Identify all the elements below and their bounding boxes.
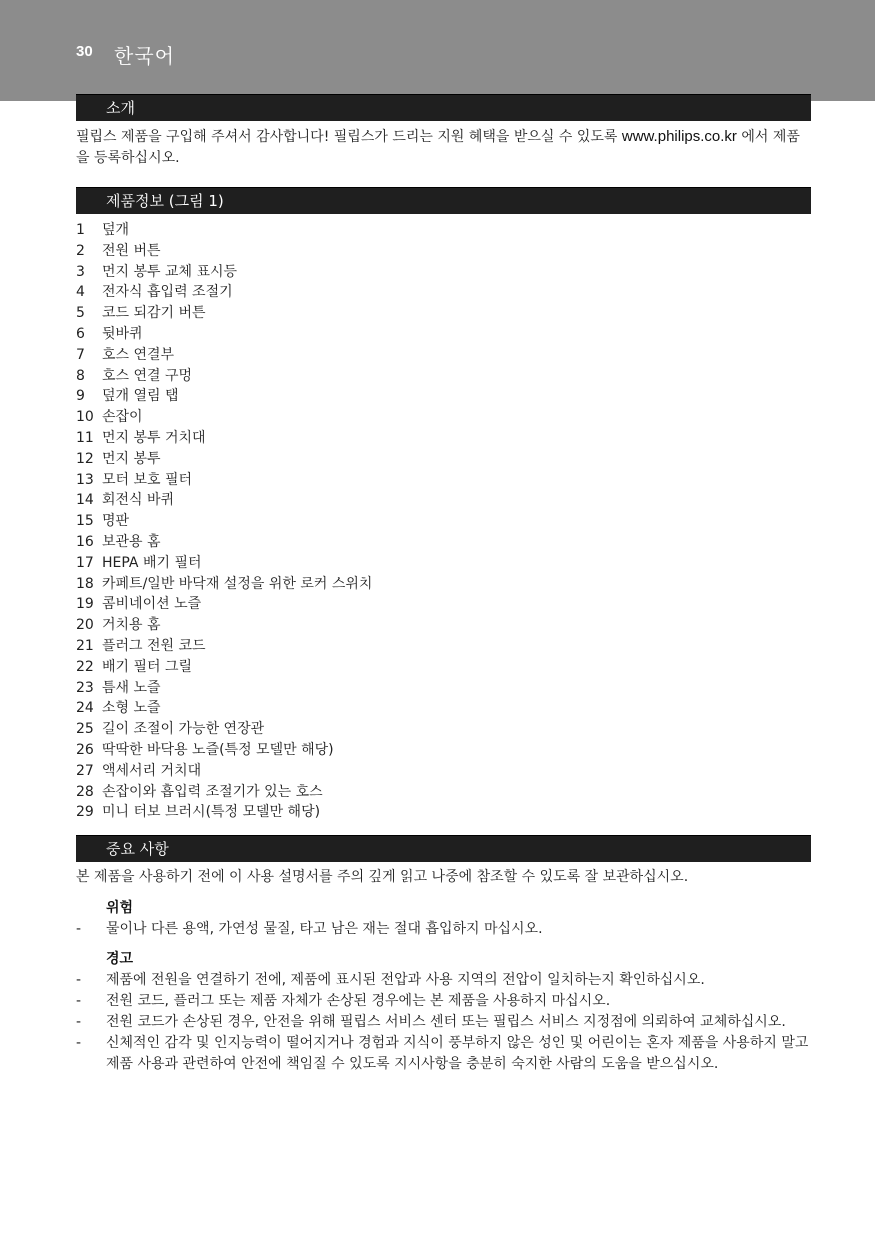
item-label: 보관용 홈 <box>102 533 161 550</box>
intro-paragraph <box>76 126 811 169</box>
bullet-item <box>76 970 811 991</box>
item-label: HEPA 배기 필터 <box>102 554 202 571</box>
header-band <box>0 0 875 101</box>
item-number: 20 <box>76 617 94 634</box>
bullet-text: 전원 코드, 플러그 또는 제품 자체가 손상된 경우에는 본 제품을 사용하지 마십시오. <box>106 993 611 1010</box>
dash-marker: - <box>76 921 82 938</box>
item-number: 19 <box>76 596 94 613</box>
item-number: 6 <box>76 325 85 342</box>
list-item <box>76 615 811 636</box>
list-item <box>76 386 811 407</box>
bullet-item <box>76 1012 811 1033</box>
item-number: 16 <box>76 533 94 550</box>
list-item <box>76 345 811 366</box>
item-number: 4 <box>76 284 85 301</box>
list-item <box>76 574 811 595</box>
item-number: 14 <box>76 492 94 509</box>
list-item <box>76 262 811 283</box>
list-item <box>76 657 811 678</box>
item-label: 호스 연결 구멍 <box>102 367 193 384</box>
item-number: 2 <box>76 242 85 259</box>
language-label: 한국어 <box>114 44 175 68</box>
item-number: 29 <box>76 804 94 821</box>
list-item <box>76 366 811 387</box>
list-item <box>76 698 811 719</box>
item-number: 10 <box>76 409 94 426</box>
list-item <box>76 553 811 574</box>
page-content <box>76 94 811 1075</box>
item-label: 거치용 홈 <box>102 617 161 634</box>
bullet-text: 신체적인 감각 및 인지능력이 떨어지거나 경험과 지식이 풍부하지 않은 성인 및 어린이는 혼자 제품을 사용하지 말고 제품 사용과 관련하여 안전에 책임질 수 있도록 지시사항을 충분히 숙지한 사람의 도움을 받으십시오. <box>106 1035 809 1073</box>
list-item <box>76 594 811 615</box>
item-number: 18 <box>76 575 94 592</box>
intro-text-before: 필립스 제품을 구입해 주셔서 감사합니다! 필립스가 드리는 지원 혜택을 받으실 수 있도록 <box>76 129 622 145</box>
item-label: 콤비네이션 노즐 <box>102 596 202 613</box>
section-title-intro: 소개 <box>76 94 811 121</box>
item-number: 1 <box>76 222 85 238</box>
list-item <box>76 241 811 262</box>
bullet-item <box>76 919 811 940</box>
dash-marker: - <box>76 1014 82 1031</box>
item-label: 먼지 봉투 <box>102 450 161 467</box>
item-number: 8 <box>76 367 85 384</box>
item-number: 17 <box>76 554 94 571</box>
warning-list <box>76 970 811 1075</box>
item-number: 12 <box>76 450 94 467</box>
item-number: 15 <box>76 513 94 530</box>
list-item <box>76 740 811 761</box>
section-title-important: 중요 사항 <box>76 835 811 862</box>
list-item <box>76 407 811 428</box>
section-title-product: 제품정보 (그림 1) <box>76 187 811 214</box>
item-label: 전자식 흡입력 조절기 <box>102 284 233 301</box>
danger-list <box>76 919 811 940</box>
item-label: 호스 연결부 <box>102 346 175 363</box>
item-label: 모터 보호 필터 <box>102 471 193 488</box>
important-intro: 본 제품을 사용하기 전에 이 사용 설명서를 주의 깊게 읽고 나중에 참조할 수 있도록 잘 보관하십시오. <box>76 869 689 886</box>
item-label: 명판 <box>102 513 130 530</box>
item-number: 23 <box>76 679 94 696</box>
list-item <box>76 449 811 470</box>
dash-marker: - <box>76 993 82 1010</box>
item-label: 덮개 <box>102 222 130 238</box>
item-number: 24 <box>76 700 94 717</box>
item-number: 5 <box>76 305 85 322</box>
warning-heading: 경고 <box>106 951 134 968</box>
bullet-item <box>76 991 811 1012</box>
list-item <box>76 511 811 532</box>
item-label: 먼지 봉투 거치대 <box>102 429 206 446</box>
item-label: 카페트/일반 바닥재 설정을 위한 로커 스위치 <box>102 575 373 592</box>
item-number: 27 <box>76 762 94 779</box>
list-item <box>76 802 811 823</box>
list-item <box>76 470 811 491</box>
item-label: 배기 필터 그릴 <box>102 658 193 675</box>
item-label: 딱딱한 바닥용 노즐(특정 모델만 해당) <box>102 741 334 758</box>
item-label: 틈새 노즐 <box>102 679 161 696</box>
item-label: 미니 터보 브러시(특정 모델만 해당) <box>102 804 321 821</box>
item-label: 손잡이와 흡입력 조절기가 있는 호스 <box>102 783 323 800</box>
danger-heading: 위험 <box>106 900 134 917</box>
bullet-item <box>76 1033 811 1075</box>
philips-link[interactable]: www.philips.co.kr <box>621 128 737 145</box>
item-label: 회전식 바퀴 <box>102 492 175 509</box>
item-label: 전원 버튼 <box>102 242 161 259</box>
item-number: 7 <box>76 346 85 363</box>
dash-marker: - <box>76 1035 82 1052</box>
dash-marker: - <box>76 972 82 989</box>
item-number: 28 <box>76 783 94 800</box>
item-number: 22 <box>76 658 94 675</box>
product-parts-list <box>76 220 811 823</box>
list-item <box>76 324 811 345</box>
list-item <box>76 282 811 303</box>
item-number: 9 <box>76 388 85 405</box>
list-item <box>76 428 811 449</box>
item-number: 25 <box>76 721 94 738</box>
item-label: 덮개 열림 탭 <box>102 388 179 405</box>
intro-text-after: 에서 제품을 등록하십시오. <box>76 129 800 166</box>
bullet-text: 물이나 다른 용액, 가연성 물질, 타고 남은 재는 절대 흡입하지 마십시오. <box>106 921 543 938</box>
list-item <box>76 782 811 803</box>
bullet-text: 전원 코드가 손상된 경우, 안전을 위해 필립스 서비스 센터 또는 필립스 서비스 지정점에 의뢰하여 교체하십시오. <box>106 1014 786 1031</box>
list-item <box>76 719 811 740</box>
list-item <box>76 636 811 657</box>
item-label: 소형 노즐 <box>102 700 161 717</box>
item-number: 21 <box>76 637 94 654</box>
item-label: 코드 되감기 버튼 <box>102 305 206 322</box>
item-number: 3 <box>76 263 85 280</box>
list-item <box>76 761 811 782</box>
item-label: 플러그 전원 코드 <box>102 637 206 654</box>
page-number: 30 <box>76 43 93 60</box>
list-item <box>76 532 811 553</box>
item-label: 뒷바퀴 <box>102 325 143 342</box>
list-item <box>76 303 811 324</box>
item-number: 13 <box>76 471 94 488</box>
bullet-text: 제품에 전원을 연결하기 전에, 제품에 표시된 전압과 사용 지역의 전압이 일치하는지 확인하십시오. <box>106 972 705 989</box>
list-item <box>76 678 811 699</box>
item-label: 손잡이 <box>102 409 143 426</box>
item-label: 먼지 봉투 교체 표시등 <box>102 263 238 280</box>
list-item <box>76 220 811 241</box>
item-number: 11 <box>76 429 94 446</box>
item-label: 액세서리 거치대 <box>102 762 202 779</box>
list-item <box>76 490 811 511</box>
item-label: 길이 조절이 가능한 연장관 <box>102 721 265 738</box>
item-number: 26 <box>76 741 94 758</box>
